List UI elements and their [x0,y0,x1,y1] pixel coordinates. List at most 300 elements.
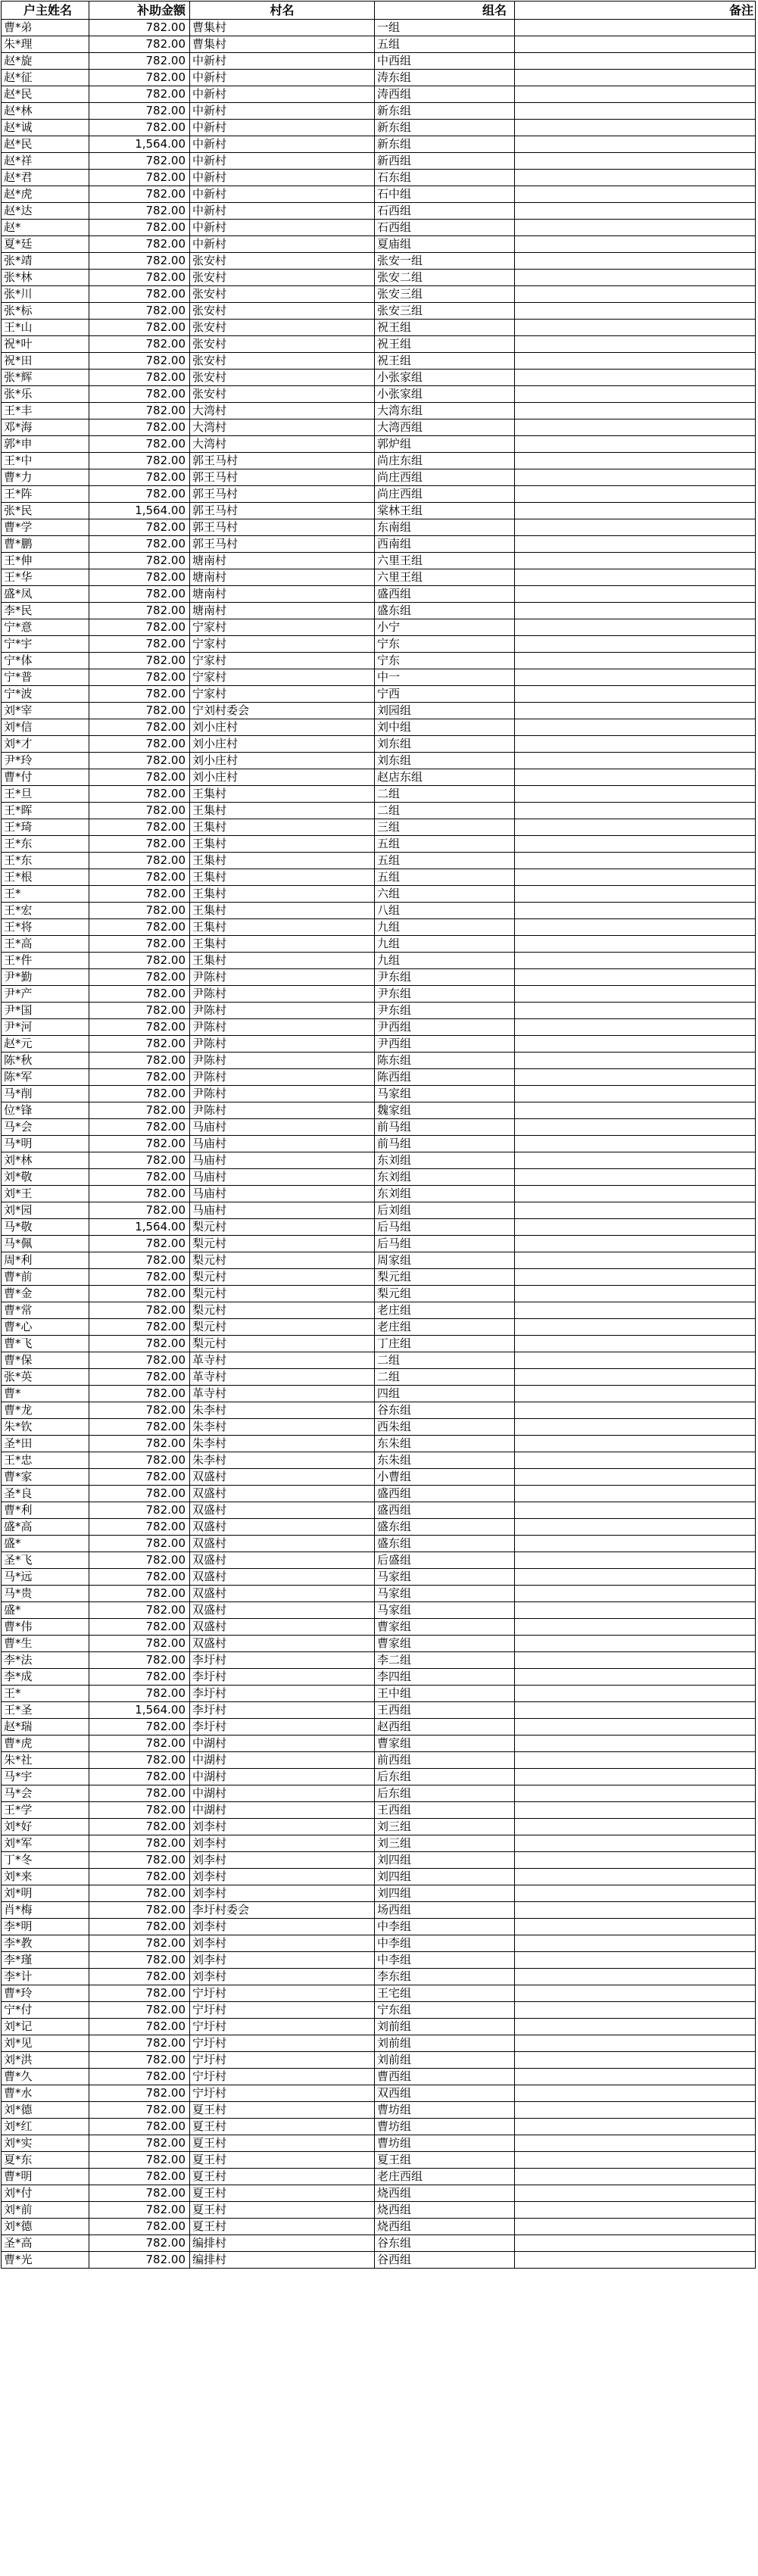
cell-village: 夏王村 [190,2135,375,2152]
cell-village: 宁圩村 [190,2019,375,2035]
header-name: 户主姓名 [2,2,89,20]
cell-group: 刘三组 [375,1835,515,1852]
cell-note [515,1102,756,1119]
cell-village: 刘小庄村 [190,736,375,753]
cell-group: 后东组 [375,1769,515,1785]
table-row [2,1885,756,1902]
table-row [2,486,756,503]
cell-group: 刘园组 [375,703,515,719]
cell-amount: 782.00 [89,286,190,303]
cell-amount: 782.00 [89,1952,190,1969]
table-row [2,1286,756,1302]
cell-note [515,669,756,686]
cell-village: 李圩村 [190,1719,375,1736]
table-row [2,220,756,236]
cell-group: 小宁 [375,619,515,636]
cell-group: 刘四组 [375,1852,515,1869]
table-row [2,53,756,70]
cell-amount: 782.00 [89,586,190,603]
table-row [2,919,756,936]
cell-note [515,603,756,619]
cell-note [515,1486,756,1502]
table-row [2,386,756,403]
cell-village: 中新村 [190,186,375,203]
cell-group: 张安三组 [375,286,515,303]
table-row [2,203,756,220]
cell-village: 双盛村 [190,1602,375,1619]
cell-note [515,936,756,953]
cell-group: 五组 [375,853,515,869]
cell-name: 赵*虎 [2,186,89,203]
cell-note [515,553,756,569]
cell-group: 曹家组 [375,1619,515,1636]
cell-amount: 782.00 [89,1969,190,1985]
cell-note [515,286,756,303]
cell-village: 郭王马村 [190,469,375,486]
cell-group: 三组 [375,819,515,836]
cell-name: 曹* [2,1386,89,1402]
cell-name: 尹*勤 [2,969,89,986]
cell-group: 场西组 [375,1902,515,1919]
cell-name: 张*标 [2,303,89,320]
cell-group: 西南组 [375,536,515,553]
cell-group: 宁西 [375,686,515,703]
cell-note [515,1036,756,1053]
table-row [2,2102,756,2119]
cell-amount: 782.00 [89,1586,190,1602]
cell-amount: 782.00 [89,1402,190,1419]
cell-village: 李圩村 [190,1702,375,1719]
table-row [2,736,756,753]
cell-village: 中新村 [190,170,375,186]
cell-village: 郭王马村 [190,453,375,469]
cell-note [515,1769,756,1785]
table-row [2,519,756,536]
cell-group: 马家组 [375,1586,515,1602]
cell-name: 曹*生 [2,1636,89,1652]
cell-village: 夏王村 [190,2169,375,2185]
cell-name: 刘*德 [2,2102,89,2119]
cell-name: 宁*意 [2,619,89,636]
cell-village: 李圩村 [190,1652,375,1669]
cell-village: 尹陈村 [190,1102,375,1119]
cell-note [515,636,756,653]
cell-amount: 782.00 [89,1269,190,1286]
header-group: 组名 [375,2,515,20]
table-row [2,803,756,819]
cell-note [515,1219,756,1236]
table-row [2,86,756,103]
cell-note [515,1302,756,1319]
cell-note [515,170,756,186]
cell-note [515,503,756,519]
cell-group: 梨元组 [375,1286,515,1302]
cell-amount: 782.00 [89,403,190,419]
cell-village: 中新村 [190,203,375,220]
cell-amount: 782.00 [89,836,190,853]
cell-name: 赵*君 [2,170,89,186]
cell-group: 老庄西组 [375,2169,515,2185]
table-row [2,903,756,919]
cell-village: 张安村 [190,370,375,386]
cell-amount: 782.00 [89,2219,190,2235]
cell-group: 二组 [375,786,515,803]
cell-village: 双盛村 [190,1619,375,1636]
table-row [2,1019,756,1036]
cell-note [515,953,756,969]
cell-note [515,20,756,36]
cell-name: 王*圣 [2,1702,89,1719]
cell-group: 梨元组 [375,1269,515,1286]
table-row [2,1819,756,1835]
cell-name: 尹*产 [2,986,89,1003]
cell-group: 老庄组 [375,1302,515,1319]
cell-group: 八组 [375,903,515,919]
cell-amount: 782.00 [89,903,190,919]
cell-note [515,1086,756,1102]
cell-name: 刘*林 [2,1152,89,1169]
cell-amount: 782.00 [89,553,190,569]
table-row [2,986,756,1003]
cell-group: 宁东组 [375,2002,515,2019]
table-row [2,1569,756,1586]
cell-note [515,919,756,936]
cell-amount: 782.00 [89,786,190,803]
cell-group: 烧西组 [375,2202,515,2219]
cell-note [515,1236,756,1252]
table-row [2,1969,756,1985]
cell-village: 中新村 [190,86,375,103]
cell-note [515,453,756,469]
cell-amount: 782.00 [89,1552,190,1569]
cell-group: 陈东组 [375,1053,515,1069]
cell-note [515,1885,756,1902]
table-row [2,1136,756,1152]
table-row [2,1152,756,1169]
cell-note [515,1402,756,1419]
cell-group: 盛东组 [375,1519,515,1536]
cell-group: 刘中组 [375,719,515,736]
table-row [2,1419,756,1436]
cell-village: 刘小庄村 [190,769,375,786]
cell-amount: 782.00 [89,1369,190,1386]
cell-village: 张安村 [190,303,375,320]
cell-group: 东朱组 [375,1436,515,1452]
cell-note [515,253,756,270]
cell-note [515,136,756,153]
table-row [2,2219,756,2235]
cell-amount: 782.00 [89,1119,190,1136]
cell-note [515,1519,756,1536]
cell-note [515,1686,756,1702]
table-row [2,536,756,553]
cell-name: 盛*凤 [2,586,89,603]
cell-name: 尹*玲 [2,753,89,769]
cell-amount: 782.00 [89,1902,190,1919]
cell-name: 李*计 [2,1969,89,1985]
cell-name: 圣*田 [2,1436,89,1452]
cell-group: 老庄组 [375,1319,515,1336]
cell-village: 朱李村 [190,1419,375,1436]
cell-amount: 782.00 [89,636,190,653]
cell-village: 宁圩村 [190,1985,375,2002]
cell-name: 圣*良 [2,1486,89,1502]
cell-amount: 782.00 [89,253,190,270]
table-row [2,1386,756,1402]
cell-village: 编排村 [190,2252,375,2269]
cell-village: 马庙村 [190,1186,375,1202]
cell-village: 李圩村 [190,1686,375,1702]
table-row [2,436,756,453]
cell-amount: 782.00 [89,320,190,336]
cell-group: 李四组 [375,1669,515,1686]
cell-group: 丁庄组 [375,1336,515,1352]
cell-note [515,1902,756,1919]
cell-note [515,1669,756,1686]
table-row [2,303,756,320]
cell-note [515,70,756,86]
cell-village: 中新村 [190,103,375,120]
cell-note [515,1352,756,1369]
cell-amount: 782.00 [89,1652,190,1669]
cell-note [515,403,756,419]
cell-amount: 1,564.00 [89,1219,190,1236]
table-row [2,1252,756,1269]
cell-name: 张*靖 [2,253,89,270]
table-row [2,753,756,769]
cell-name: 祝*叶 [2,336,89,353]
cell-amount: 782.00 [89,1086,190,1102]
table-row [2,1352,756,1369]
cell-note [515,1969,756,1985]
cell-group: 烧西组 [375,2219,515,2235]
cell-village: 朱李村 [190,1402,375,1419]
cell-village: 革寺村 [190,1386,375,1402]
table-row [2,2085,756,2102]
cell-name: 马*会 [2,1785,89,1802]
cell-amount: 782.00 [89,669,190,686]
cell-name: 张*林 [2,270,89,286]
cell-name: 刘*好 [2,1819,89,1835]
cell-note [515,2119,756,2135]
cell-amount: 782.00 [89,1469,190,1486]
table-row [2,2252,756,2269]
cell-village: 张安村 [190,286,375,303]
cell-amount: 782.00 [89,386,190,403]
cell-note [515,753,756,769]
table-row [2,70,756,86]
table-row [2,1502,756,1519]
table-row [2,353,756,370]
table-row [2,1086,756,1102]
cell-name: 马*贵 [2,1586,89,1602]
cell-note [515,1552,756,1569]
cell-village: 王集村 [190,919,375,936]
cell-amount: 782.00 [89,20,190,36]
cell-name: 王*学 [2,1802,89,1819]
cell-village: 中新村 [190,53,375,70]
cell-village: 梨元村 [190,1319,375,1336]
cell-village: 宁刘村委会 [190,703,375,719]
cell-note [515,2235,756,2252]
cell-village: 马庙村 [190,1136,375,1152]
cell-group: 宁东 [375,636,515,653]
table-row [2,20,756,36]
table-row [2,2185,756,2202]
cell-note [515,1702,756,1719]
cell-amount: 1,564.00 [89,1702,190,1719]
table-row [2,1652,756,1669]
cell-village: 中新村 [190,153,375,170]
cell-name: 陈*秋 [2,1053,89,1069]
cell-amount: 782.00 [89,2152,190,2169]
cell-note [515,186,756,203]
table-row [2,320,756,336]
cell-amount: 782.00 [89,1752,190,1769]
cell-amount: 782.00 [89,2235,190,2252]
cell-group: 马家组 [375,1569,515,1586]
table-row [2,819,756,836]
cell-amount: 782.00 [89,1202,190,1219]
cell-note [515,1752,756,1769]
cell-name: 马*远 [2,1569,89,1586]
cell-village: 马庙村 [190,1202,375,1219]
cell-amount: 782.00 [89,1003,190,1019]
cell-village: 尹陈村 [190,986,375,1003]
cell-note [515,353,756,370]
cell-village: 王集村 [190,886,375,903]
cell-name: 曹*学 [2,519,89,536]
cell-note [515,1336,756,1352]
cell-group: 盛西组 [375,1502,515,1519]
cell-amount: 782.00 [89,86,190,103]
cell-name: 刘*德 [2,2219,89,2235]
cell-note [515,1019,756,1036]
cell-amount: 782.00 [89,2135,190,2152]
table-row [2,1785,756,1802]
cell-amount: 782.00 [89,70,190,86]
cell-note [515,2185,756,2202]
cell-name: 赵*诚 [2,120,89,136]
cell-amount: 782.00 [89,2169,190,2185]
cell-name: 位*锋 [2,1102,89,1119]
header-village: 村名 [190,2,375,20]
table-row [2,503,756,519]
cell-note [515,153,756,170]
cell-village: 塘南村 [190,586,375,603]
cell-note [515,1003,756,1019]
table-row [2,1169,756,1186]
cell-name: 王*将 [2,919,89,936]
cell-name: 刘*记 [2,2019,89,2035]
cell-name: 曹*光 [2,2252,89,2269]
cell-name: 张*乐 [2,386,89,403]
cell-name: 赵*征 [2,70,89,86]
table-row [2,2052,756,2069]
cell-group: 五组 [375,836,515,853]
cell-village: 刘小庄村 [190,753,375,769]
cell-village: 尹陈村 [190,1036,375,1053]
cell-name: 宁*付 [2,2002,89,2019]
cell-note [515,1802,756,1819]
table-row [2,786,756,803]
table-row [2,1053,756,1069]
cell-name: 宁*体 [2,653,89,669]
cell-group: 张安一组 [375,253,515,270]
cell-name: 李*成 [2,1669,89,1686]
cell-village: 张安村 [190,320,375,336]
cell-group: 石中组 [375,186,515,203]
header-row [2,2,756,20]
cell-amount: 782.00 [89,186,190,203]
cell-note [515,103,756,120]
cell-amount: 782.00 [89,1069,190,1086]
cell-group: 新西组 [375,153,515,170]
cell-group: 刘三组 [375,1819,515,1835]
cell-note [515,1469,756,1486]
cell-name: 王* [2,886,89,903]
cell-village: 马庙村 [190,1152,375,1169]
cell-note [515,53,756,70]
cell-name: 曹*龙 [2,1402,89,1419]
cell-note [515,419,756,436]
cell-name: 马*敬 [2,1219,89,1236]
cell-group: 后马组 [375,1236,515,1252]
cell-village: 双盛村 [190,1502,375,1519]
cell-name: 曹*保 [2,1352,89,1369]
cell-amount: 782.00 [89,803,190,819]
cell-village: 马庙村 [190,1169,375,1186]
cell-note [515,719,756,736]
cell-name: 赵*达 [2,203,89,220]
table-row [2,1919,756,1935]
cell-name: 王*高 [2,936,89,953]
cell-note [515,386,756,403]
cell-name: 马*削 [2,1086,89,1102]
cell-group: 东刘组 [375,1169,515,1186]
cell-group: 中李组 [375,1935,515,1952]
table-row [2,1436,756,1452]
cell-note [515,86,756,103]
cell-note [515,1319,756,1336]
cell-group: 大湾东组 [375,403,515,419]
cell-village: 王集村 [190,836,375,853]
cell-name: 曹*明 [2,2169,89,2185]
cell-group: 五组 [375,869,515,886]
cell-group: 盛东组 [375,603,515,619]
table-row [2,2135,756,2152]
table-row [2,553,756,569]
cell-group: 九组 [375,936,515,953]
cell-note [515,1419,756,1436]
cell-group: 祝王组 [375,353,515,370]
cell-group: 东刘组 [375,1186,515,1202]
table-row [2,1186,756,1202]
cell-name: 曹*弟 [2,20,89,36]
cell-note [515,803,756,819]
cell-note [515,1452,756,1469]
cell-amount: 782.00 [89,1302,190,1319]
cell-note [515,1053,756,1069]
cell-amount: 782.00 [89,853,190,869]
table-row [2,1752,756,1769]
cell-name: 曹*前 [2,1269,89,1286]
cell-group: 东刘组 [375,1152,515,1169]
table-row [2,370,756,386]
cell-name: 马*明 [2,1136,89,1152]
table-row [2,853,756,869]
cell-amount: 782.00 [89,2052,190,2069]
